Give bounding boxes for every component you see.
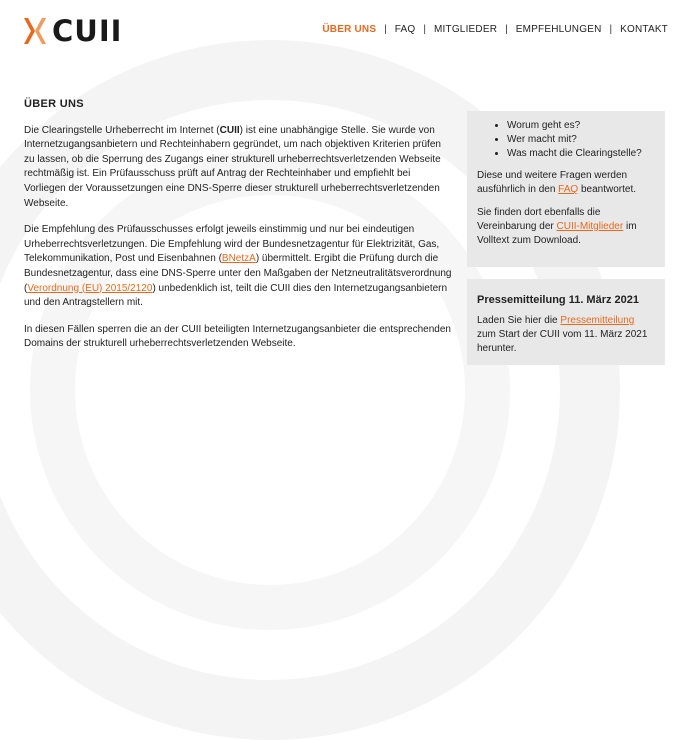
main-content	[24, 97, 454, 364]
list-item: • Was macht die Clearingstelle?	[507, 147, 655, 161]
nav-item-ueber-uns[interactable]: ÜBER UNS	[322, 24, 377, 35]
nav-separator: |	[384, 24, 387, 35]
nav-separator: |	[505, 24, 508, 35]
logo-mark-icon	[22, 16, 48, 46]
blocking-paragraph: In diesen Fällen sperren die an der CUII beteiligten Internetzugangsanbieter die entsprechenden Domains der strukturell urheberrechtsverletzenden Webseite.	[24, 323, 451, 350]
nav-item-empfehlungen[interactable]: EMPFEHLUNGEN	[515, 24, 602, 35]
nav-item-kontakt[interactable]: KONTAKT	[620, 24, 668, 35]
press-release-link[interactable]: Pressemitteilung	[560, 315, 635, 326]
press-box	[467, 279, 665, 365]
question-list	[477, 119, 655, 161]
members-link[interactable]: CUII-Mitglieder	[556, 221, 624, 232]
nav-separator: |	[423, 24, 427, 35]
nav-item-faq[interactable]: FAQ	[394, 24, 416, 35]
nav-item-mitglieder[interactable]: MITGLIEDER	[434, 24, 498, 35]
list-item: • Wer macht mit?	[507, 133, 655, 147]
nav-separator: |	[609, 24, 613, 35]
regulation-link[interactable]: Verordnung (EU) 2015/2120	[27, 282, 153, 294]
intro-paragraph: Die Clearingstelle Urheberrecht im Internet (CUII) ist eine unabhängige Stelle. Sie wurde von Internetzugangsanbietern und Rechteinhabern gegründet, um nach objektiven Kriterien prüfen zu lassen, ob die Sperrung des Zugangs einer strukturell urheberrechtsverletzenden Webseite rechtmäßig ist. Ein Prüfausschuss prüft auf Antrag der Rechteinhaber und empfiehlt bei Vorliegen der Voraussetzungen eine DNS-Sperre dieser strukturell urheberrechtsverletzenden Webseite.	[24, 124, 441, 209]
agreement-text: Sie finden dort ebenfalls die Vereinbarung der CUII-Mitglieder im Volltext zum Download.	[477, 207, 637, 246]
press-title: Pressemitteilung 11. März 2021	[477, 294, 640, 306]
faq-box	[467, 111, 665, 267]
faq-text: Diese und weitere Fragen werden ausführlich in den FAQ beantwortet.	[477, 170, 636, 195]
recommendation-paragraph: Die Empfehlung des Prüfausschusses erfolgt jeweils einstimmig und nur bei eindeutigen Urheberrechtsverletzungen. Die Empfehlung wird der Bundesnetzagentur für Elektrizität, Gas, Telekommunikation, Post und Eisenbahnen (BNetzA) übermittelt. Ergibt die Prüfung durch die Bundesnetzagentur, dass eine DNS-Sperre unter den Maßgaben der Netzneutralitätsverordnung (Verordnung (EU) 2015/2120) unbedenklich ist, teilt die CUII dies den Internetzugangsanbietern und den Antragstellern mit.	[24, 224, 452, 309]
cuii-bold: CUII	[219, 124, 240, 136]
main-nav	[322, 24, 668, 35]
list-item: • Worum geht es?	[507, 119, 655, 133]
logo[interactable]	[22, 16, 122, 46]
faq-link[interactable]: FAQ	[558, 184, 579, 195]
press-text: Laden Sie hier die Pressemitteilung zum Start der CUII vom 11. März 2021 herunter.	[477, 315, 648, 354]
sidebar	[467, 111, 665, 365]
page-title: ÜBER UNS	[24, 98, 84, 110]
logo-text: CUII	[52, 14, 123, 48]
site-header	[0, 0, 690, 60]
bnetza-link[interactable]: BNetzA	[221, 253, 256, 265]
